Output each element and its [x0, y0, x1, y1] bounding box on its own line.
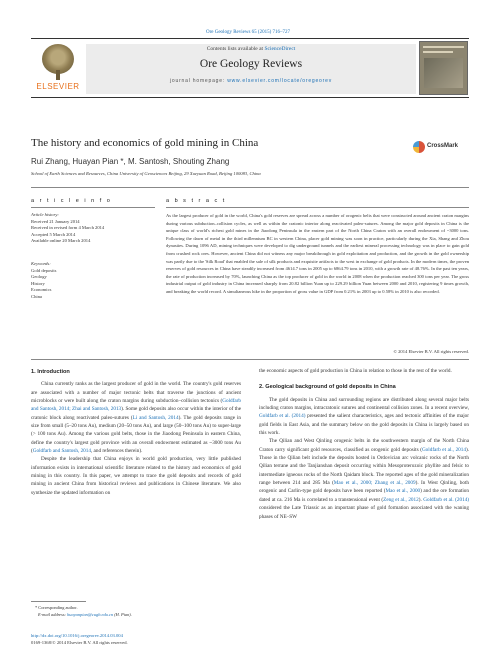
keyword: History — [31, 280, 45, 286]
copyright: © 2014 Elsevier B.V. All rights reserved. — [393, 349, 469, 354]
corresponding-author-note: * Corresponding author. — [35, 605, 78, 610]
history-revised: Received in revised form 4 March 2014 — [31, 225, 105, 231]
citation-link[interactable]: Goldfarb et al. (2014) — [259, 413, 306, 420]
journal-title: Ore Geology Reviews — [199, 58, 303, 70]
section-2-heading: 2. Geological background of gold deposits in China — [259, 384, 396, 391]
article-title: The history and economics of gold mining in China — [31, 137, 259, 149]
abstract-heading: a b s t r a c t — [166, 198, 227, 204]
citation-link[interactable]: Goldfarb and Santosh, 2014 — [32, 448, 91, 455]
keyword: China — [31, 293, 42, 299]
citation-link[interactable]: Zeng et al., 2012 — [383, 496, 419, 503]
elsevier-logo[interactable] — [32, 42, 84, 92]
left-column — [31, 368, 241, 497]
article-history — [31, 212, 104, 245]
divider — [166, 207, 469, 208]
paragraph: The gold deposits in China and surrounding regions are distributed along several major belts including craton margins, intracratonic sutures and continental collision zones. In a recent overview, Goldfarb et al. (2014) presented the salient characteristics, ages and tectonic affinities of the major gold fields in East Asia, and the summary below on the gold deposits in China is largely based on this work. — [259, 396, 469, 437]
history-label: Article history: — [31, 212, 59, 217]
history-accepted: Accepted 5 March 2014 — [31, 231, 76, 237]
citation-link[interactable]: Goldfarb et al., 2014 — [421, 446, 466, 453]
homepage-link[interactable]: www.elsevier.com/locate/oregeorev — [227, 78, 332, 84]
citation-link[interactable]: Goldfarb et al. (2014) — [423, 496, 470, 503]
sciencedirect-link[interactable]: ScienceDirect — [264, 46, 296, 52]
crossmark-badge[interactable] — [413, 140, 473, 154]
article-info-heading: a r t i c l e i n f o — [31, 198, 112, 204]
divider — [31, 207, 155, 208]
citation-link[interactable]: Mao et al., 2000; Zhang et al., 2009 — [333, 480, 416, 487]
paragraph: the economic aspects of gold production in China in relation to those in the rest of the world. — [259, 368, 452, 374]
keyword: Geology — [31, 274, 47, 280]
issn-line: 0169-1368/© 2014 Elsevier B.V. All rights reserved. — [31, 640, 128, 645]
cover-picture — [424, 58, 463, 88]
journal-citation[interactable]: Ore Geology Reviews 65 (2015) 716–727 — [205, 30, 290, 35]
cover-title-bar — [423, 46, 464, 48]
citation-link[interactable]: Goldfarb and Santosh, 2014; Zhai and Santosh, 2013 — [31, 398, 241, 413]
citation-link[interactable]: Li and Santosh, 2014 — [132, 414, 179, 421]
footnote-divider — [31, 601, 86, 602]
keywords-label: Keywords: — [31, 261, 51, 266]
crossmark-icon — [413, 141, 425, 153]
trunk-icon — [56, 70, 60, 80]
abstract-text: As the largest producer of gold in the world, China's gold reserves are spread across a number of orogenic belts that were constructed around ancient craton margins during various subduction–collision cycles, as well as within the cratonic interior along reactivated paleo-sutures. Among the major gold deposits in China is the unique class of world's richest gold mines in the Jiaodong Peninsula in the eastern part of the North China Craton with an overall endowment of ~3000 tons. Following the dawn of metal in the third millennium BC in western China, placer gold mining was soon in practice, particularly during the Xia, Shang and Zhou dynasties. During 1096 AD, mining techniques were developed to dig underground tunnels and the earliest mineral processing technology was in place to gain gold from crushed rock ores. However, ancient China did not witness any major breakthrough in gold exploitation and production, and the growth in the gold ownership was partly due to the 'Silk Road' that enabled the sale of silk products and exquisite artifacts to the west in exchange of gold products. In the modern times, the proven reserves of gold resources in China have steadily increased from 4614.7 tons in 2005 up to 6864.79 tons in 2010, with a growth rate of 48.76%. In the past ten years, the rate of production increased by 70%, launching China as the top producer of gold in the world in 2008 when the production reached 300 tons per year. The gross industrial output of gold industry in China increased sharply from 20.82 billion Yuan up to 229.29 billion Yuan between 2000 and 2010, registering 9 times growth, and breaking the world record. A simultaneous hike in the proportion of gross value in GDP from 0.21% in 2003 up to 0.58% in 2010 is also recorded. — [166, 213, 469, 294]
paragraph: Despite the leadership that China enjoys in world gold production, very little published information exists in international scientific literature related to the history and economics of gold mining in this country. In this paper, we attempt to trace the gold deposits and records of gold mining in ancient China from historical reviews and publications in Chinese literature. We also synthesize the updated information on — [31, 456, 241, 496]
paragraph: The Qilian and West Qinling orogenic belts in the southwestern margin of the North China Craton carry significant gold resources, classified as orogenic gold deposits (Goldfarb et al., 2014). Those in the Qilian belt include the deposits hosted in Ordovician arc volcanic rocks of the North Qilian terrane and the Tanjianshan deposit occurring within Mesoproterozoic phyllite and felsic to intermediate igneous rocks of the North Qaidam block. The reported ages of the gold mineralization range between 214 and 285 Ma (Mao et al., 2000; Zhang et al., 2009). In West Qinling, both orogenic and Carlin-type gold deposits have been reported (Mao et al., 2000) and the ore formation dated at ca. 216 Ma is correlated to a transtensional event (Zeng et al., 2012). Goldfarb et al. (2014) considered the Late Triassic as an important phase of gold formation associated with the waning phases of NE–SW — [259, 438, 470, 520]
doi-link[interactable]: http://dx.doi.org/10.1016/j.oregeorev.2014.03.004 — [31, 633, 123, 638]
keyword: Economics — [31, 287, 52, 293]
contents-line: Contents lists available at ScienceDirect — [206, 46, 296, 52]
divider — [31, 187, 469, 188]
history-online: Available online 20 March 2014 — [31, 238, 91, 244]
paragraph: China currently ranks as the largest producer of gold in the world. The country's gold reserves are associated with a number of major tectonic belts that traverse the junctions of ancient microblocks or were built along the craton margins during subduction–collision tectonics (Goldfarb and Santosh, 2014; Zhai and Santosh, 2013). Some gold deposits also occur within the interior of the cratonic block along reactivated paleo-sutures (Li and Santosh, 2014). The gold deposits range in size from small (5–20 tons Au), medium (20–50 tons Au), and large (50–100 tons Au) to super-large (> 100 tons Au). Among the various gold belts, those in the Jiaodong Peninsula in eastern China, define the country's largest gold province with an overall endowment estimated as ~3000 tons Au (Goldfarb and Santosh, 2014, and references therein). — [31, 381, 241, 455]
author-list[interactable]: Rui Zhang, Huayan Pian *, M. Santosh, Shouting Zhang — [31, 157, 230, 166]
crossmark-label: CrossMark — [427, 143, 459, 149]
right-column — [259, 355, 469, 521]
citation-link[interactable]: Mao et al., 2000 — [385, 488, 421, 495]
keyword: Gold deposits — [31, 267, 57, 273]
journal-cover-image[interactable] — [419, 41, 468, 95]
cover-subtitle-bar — [423, 51, 453, 53]
history-received: Received 21 January 2014 — [31, 218, 80, 224]
email-note: E-mail address: huayanpian@cugb.edu.cn (H. Pian). — [38, 612, 132, 617]
affiliation: School of Earth Sciences and Resources, China University of Geosciences Beijing, 29 Xueyuan Road, Beijing 100083, China — [31, 171, 261, 176]
journal-homepage: journal homepage: www.elsevier.com/locate/oregeorev — [170, 78, 332, 84]
section-1-heading: 1. Introduction — [31, 369, 70, 375]
email-link[interactable]: huayanpian@cugb.edu.cn — [67, 612, 114, 617]
keywords — [31, 261, 56, 301]
publisher-name: ELSEVIER — [36, 82, 80, 91]
